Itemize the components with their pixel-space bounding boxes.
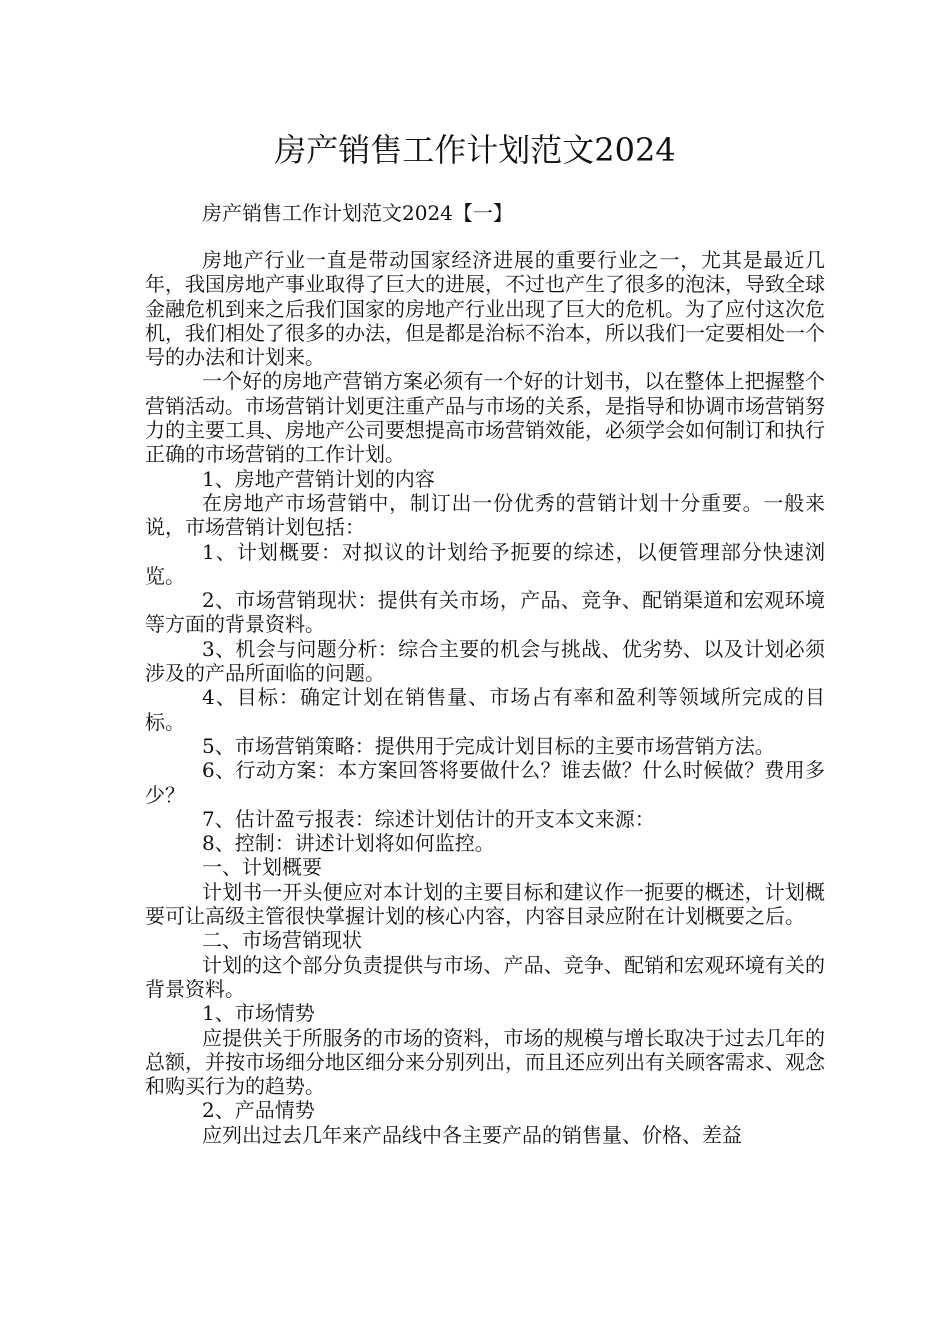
paragraph: 房地产行业一直是带动国家经济进展的重要行业之一，尤其是最近几年，我国房地产事业取得了巨大的进展，不过也产生了很多的泡沫，导致全球金融危机到来之后我们国家的房地产行业出现了巨大的危机。为了应付这次危机，我们相处了很多的办法，但是都是治标不治本，所以我们一定要相处一个号的办法和计划来。: [145, 248, 825, 370]
list-item: 6、行动方案：本方案回答将要做什么？谁去做？什么时候做？费用多少？: [145, 758, 825, 807]
document-subtitle: 房产销售工作计划范文2024【一】: [202, 201, 513, 225]
section-heading: 2、产品情势: [202, 1098, 315, 1123]
list-item: 4、目标：确定计划在销售量、市场占有率和盈利等领域所完成的目标。: [145, 685, 825, 734]
paragraph: 应列出过去几年来产品线中各主要产品的销售量、价格、差益: [202, 1122, 742, 1147]
paragraph: 在房地产市场营销中，制订出一份优秀的营销计划十分重要。一般来说，市场营销计划包括：: [145, 490, 825, 540]
document-body: [145, 248, 825, 1147]
section-heading: 二、市场营销现状: [202, 928, 362, 953]
list-item: 7、估计盈亏报表：综述计划估计的开支本文来源：: [202, 806, 655, 831]
document-title: 房产销售工作计划范文2024: [274, 131, 676, 169]
section-heading: 一、计划概要: [202, 855, 322, 880]
section-heading: 1、市场情势: [202, 1001, 315, 1026]
list-item: 8、控制：讲述计划将如何监控。: [202, 831, 495, 856]
paragraph: 一个好的房地产营销方案必须有一个好的计划书，以在整体上把握整个营销活动。市场营销计划更注重产品与市场的关系，是指导和协调市场营销努力的主要工具、房地产公司要想提高市场营销效能，必须学会如何制订和执行正确的市场营销的工作计划。: [145, 369, 825, 467]
paragraph: 计划书一开头便应对本计划的主要目标和建议作一扼要的概述，计划概要可让高级主管很快掌握计划的核心内容，内容目录应附在计划概要之后。: [145, 879, 825, 929]
paragraph: 计划的这个部分负责提供与市场、产品、竞争、配销和宏观环境有关的背景资料。: [145, 952, 825, 1001]
list-item: 3、机会与问题分析：综合主要的机会与挑战、优劣势、以及计划必须涉及的产品所面临的问题。: [145, 636, 825, 686]
paragraph: 应提供关于所服务的市场的资料，市场的规模与增长取决于过去几年的总额，并按市场细分地区细分来分别列出，而且还应列出有关顾客需求、观念和购买行为的趋势。: [145, 1025, 825, 1099]
list-item: 1、计划概要：对拟议的计划给予扼要的综述，以便管理部分快速浏览。: [145, 539, 825, 588]
list-item: 5、市场营销策略：提供用于完成计划目标的主要市场营销方法。: [202, 733, 775, 758]
section-heading: 1、房地产营销计划的内容: [202, 466, 435, 491]
list-item: 2、市场营销现状：提供有关市场，产品、竞争、配销渠道和宏观环境等方面的背景资料。: [145, 588, 825, 637]
